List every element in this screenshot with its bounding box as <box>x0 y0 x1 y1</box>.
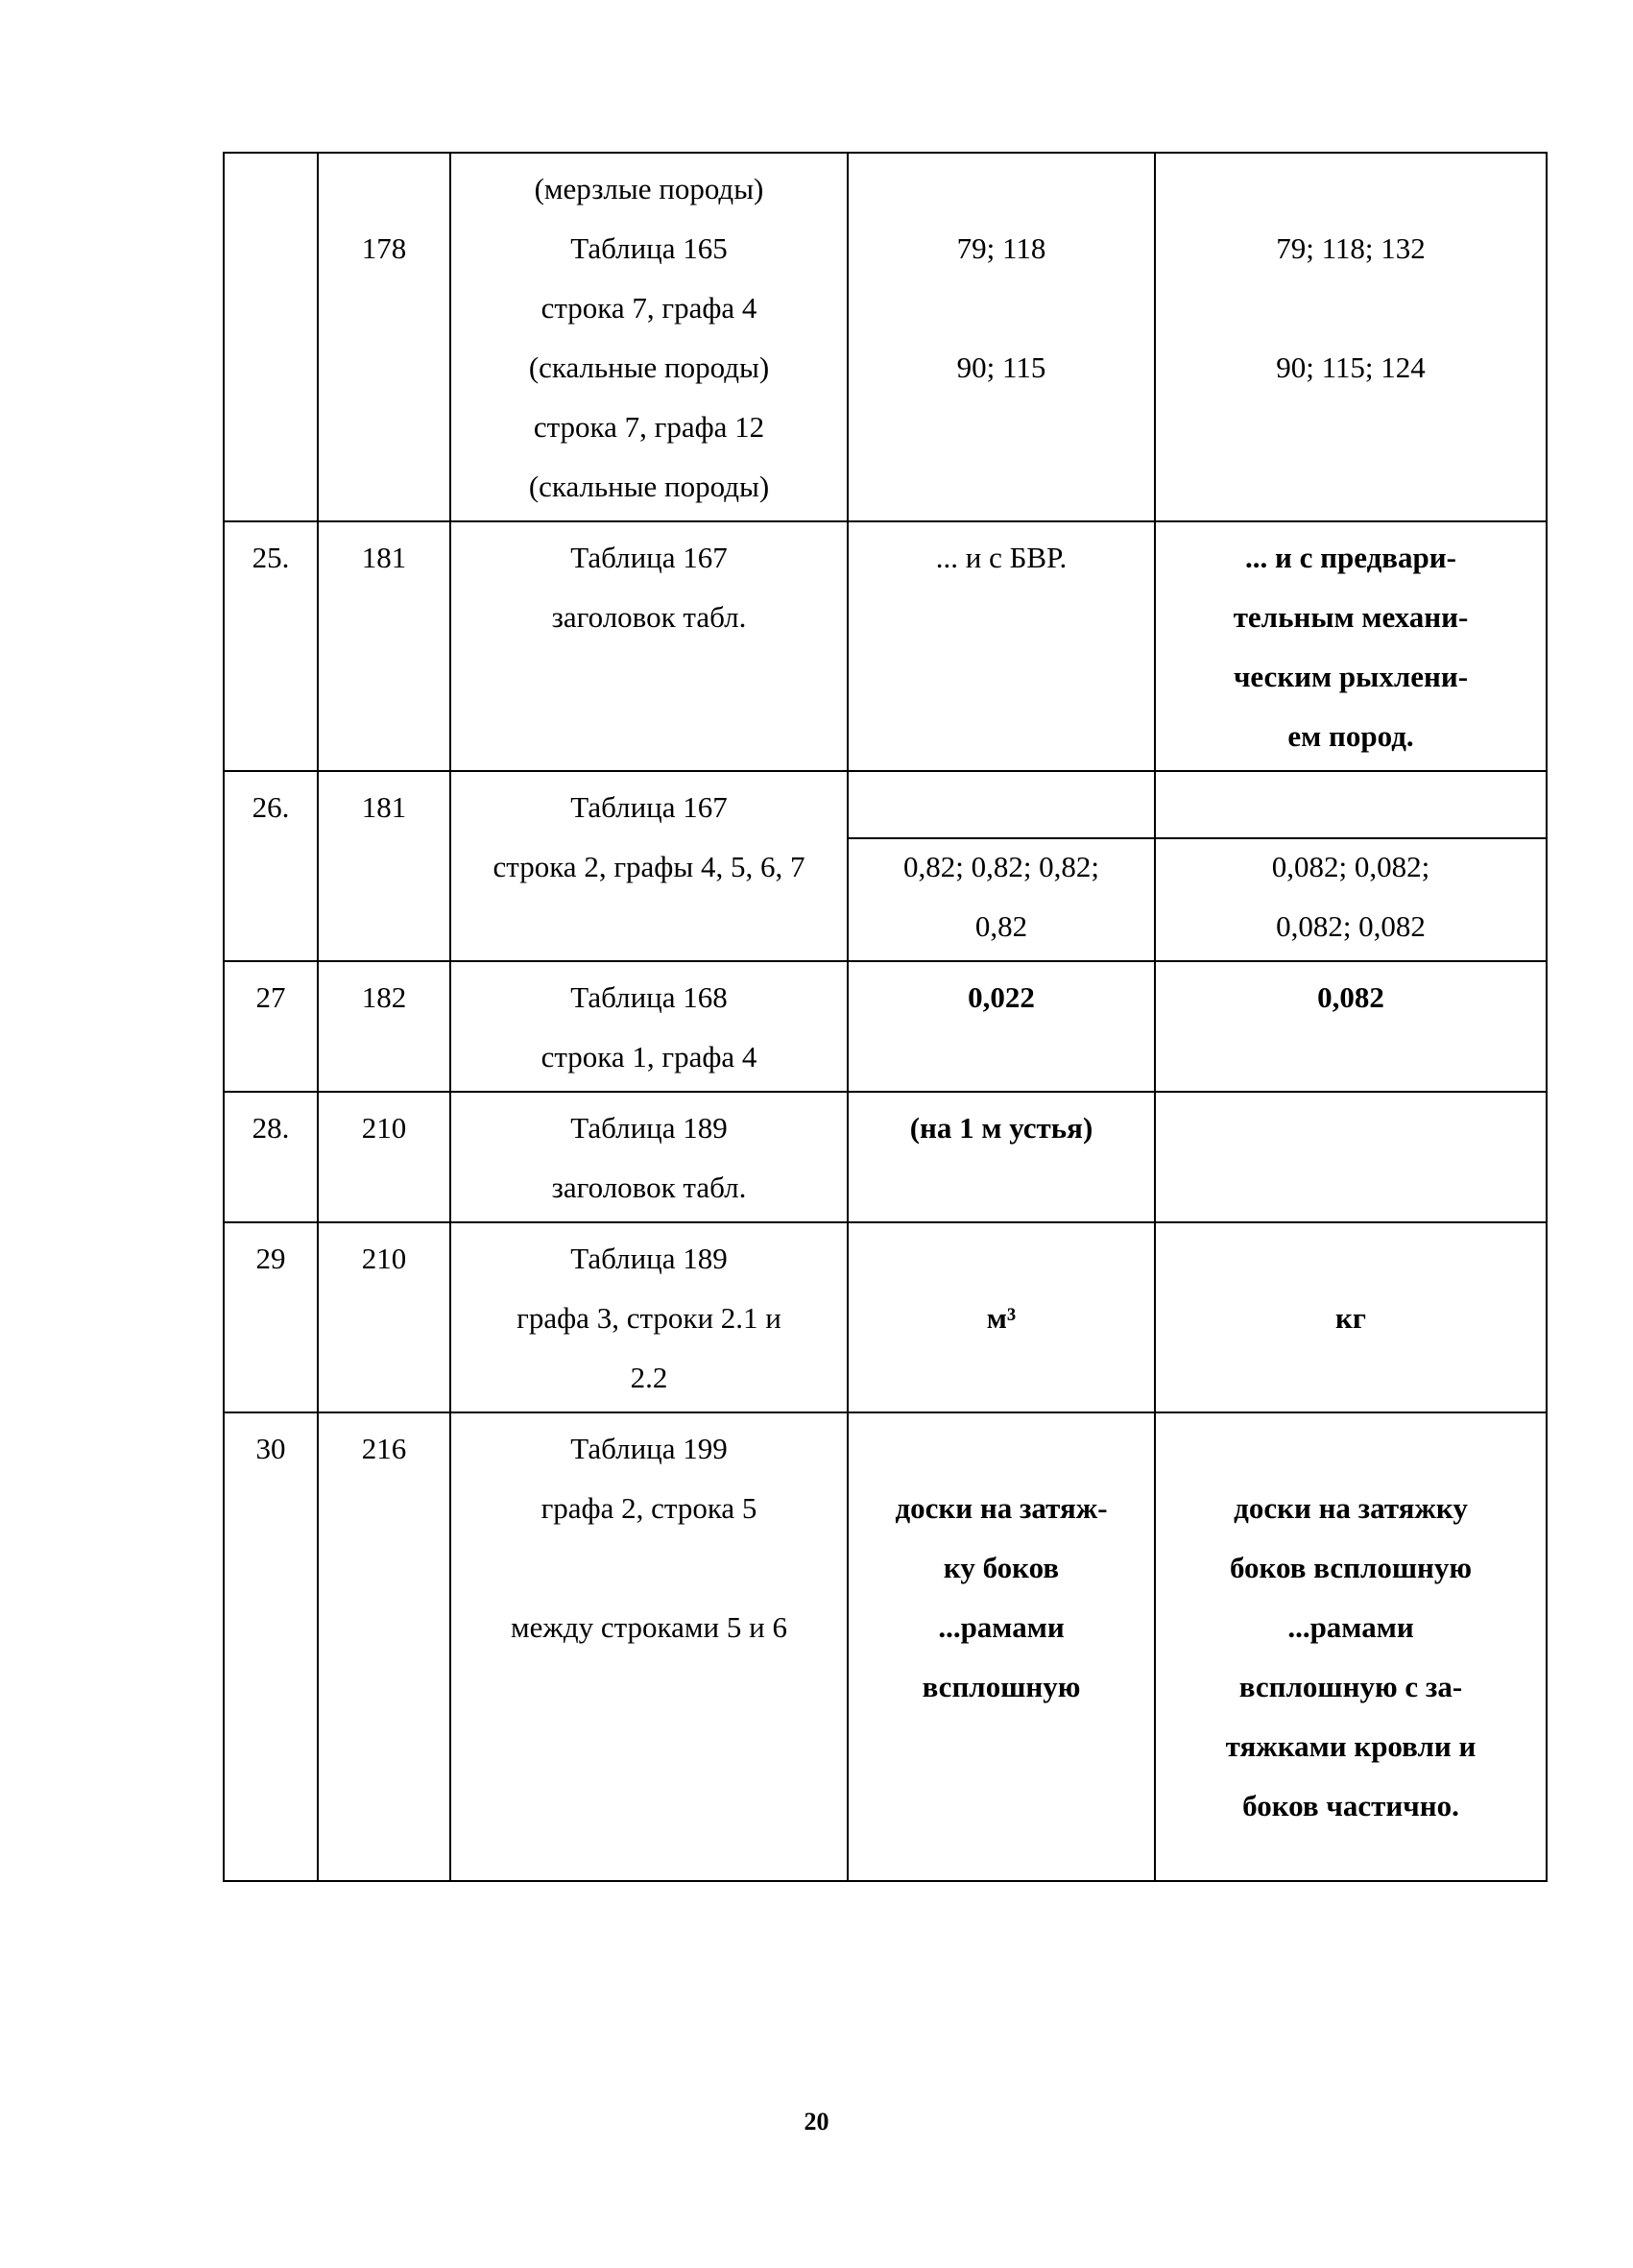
cell-line: 2.2 <box>630 1361 668 1394</box>
cell-line: тельным механи- <box>1233 600 1469 634</box>
cell-line: доски на затяжку <box>1234 1491 1468 1525</box>
cell-line: боков частично. <box>1242 1789 1459 1822</box>
cell-line: доски на затяж- <box>895 1491 1108 1525</box>
cell-line: 0,082; 0,082 <box>1276 909 1426 943</box>
table-row <box>224 1222 1547 1412</box>
table-cell <box>1155 1222 1547 1412</box>
cell-line: строка 1, графа 4 <box>540 1040 757 1074</box>
cell-line: (скальные породы) <box>528 470 770 503</box>
table-cell <box>1155 521 1547 771</box>
cell-line: 79; 118 <box>956 231 1046 265</box>
table-cell <box>224 771 318 961</box>
cell-line: ...рамами <box>938 1610 1065 1644</box>
cell-line: заголовок табл. <box>551 1170 747 1204</box>
table-row <box>224 153 1547 521</box>
cell-line: 90; 115; 124 <box>1276 350 1426 384</box>
table-cell <box>848 1092 1155 1222</box>
errata-table <box>223 152 1548 1882</box>
cell-line: всплошную с за- <box>1238 1670 1463 1703</box>
cell-line: 29 <box>255 1242 286 1275</box>
cell-line: (скальные породы) <box>528 350 770 384</box>
cell-line: (на 1 м устья) <box>909 1111 1093 1145</box>
table-cell <box>224 1222 318 1412</box>
cell-line: Таблица 168 <box>570 980 728 1014</box>
cell-line <box>853 1229 1150 1289</box>
cell-line: 28. <box>252 1111 290 1145</box>
table-cell <box>450 961 848 1092</box>
page-number: 20 <box>804 2108 829 2135</box>
table-cell <box>1155 961 1547 1092</box>
table-cell <box>848 153 1155 521</box>
cell-line: Таблица 189 <box>570 1111 728 1145</box>
cell-line: (мерзлые породы) <box>534 172 764 205</box>
cell-line: 25. <box>252 541 290 574</box>
table-cell <box>224 1092 318 1222</box>
cell-line: заголовок табл. <box>551 600 747 634</box>
table-cell <box>848 771 1155 961</box>
cell-line: 182 <box>361 980 407 1014</box>
cell-line <box>1160 1229 1542 1289</box>
cell-line <box>455 1538 843 1598</box>
cell-line: ческим рыхлени- <box>1233 660 1469 693</box>
cell-line <box>228 159 313 219</box>
cell-line: графа 3, строки 2.1 и <box>516 1301 781 1335</box>
cell-line: строка 7, графа 4 <box>540 291 757 325</box>
cell-line: 178 <box>361 231 407 265</box>
cell-line: 216 <box>361 1432 407 1465</box>
cell-line <box>1160 278 1542 338</box>
cell-line <box>853 278 1150 338</box>
cell-line <box>853 778 1150 837</box>
cell-line: 210 <box>361 1242 407 1275</box>
table-cell <box>318 771 450 961</box>
table-cell <box>450 1222 848 1412</box>
cell-line <box>1160 159 1542 219</box>
cell-line <box>323 159 445 219</box>
cell-line: 0,082 <box>1317 980 1384 1014</box>
table-cell <box>450 771 848 961</box>
table-cell <box>848 961 1155 1092</box>
cell-line: Таблица 167 <box>570 541 728 574</box>
cell-line: Таблица 167 <box>570 790 728 824</box>
cell-line: Таблица 189 <box>570 1242 728 1275</box>
cell-line: 210 <box>361 1111 407 1145</box>
cell-line: 0,082; 0,082; <box>1271 850 1430 883</box>
table-cell <box>224 153 318 521</box>
table-cell <box>450 521 848 771</box>
table-cell <box>1155 771 1547 961</box>
table-cell <box>318 153 450 521</box>
table-row <box>224 771 1547 961</box>
table-cell <box>318 1092 450 1222</box>
cell-line: 27 <box>255 980 286 1014</box>
table-cell <box>318 521 450 771</box>
cell-line: 26. <box>252 790 290 824</box>
table-cell <box>450 1412 848 1881</box>
cell-line: м³ <box>986 1301 1017 1335</box>
cell-line: Таблица 199 <box>570 1432 728 1465</box>
cell-line: графа 2, строка 5 <box>540 1491 757 1525</box>
table-cell <box>450 1092 848 1222</box>
cell-line: ...рамами <box>1287 1610 1414 1644</box>
cell-line: ем пород. <box>1287 719 1414 753</box>
table-cell <box>848 1222 1155 1412</box>
table-row <box>224 961 1547 1092</box>
cell-line <box>853 1419 1150 1479</box>
cell-line: ку боков <box>943 1551 1060 1584</box>
cell-line: тяжками кровли и <box>1225 1729 1477 1763</box>
table-cell <box>318 1222 450 1412</box>
errata-table-body <box>224 153 1547 1881</box>
table-row <box>224 521 1547 771</box>
cell-line: боков всплошную <box>1229 1551 1473 1584</box>
cell-line: 181 <box>361 790 407 824</box>
table-cell <box>1155 1092 1547 1222</box>
cell-line: кг <box>1335 1301 1366 1335</box>
cell-line <box>853 159 1150 219</box>
table-cell <box>224 521 318 771</box>
cell-line: строка 7, графа 12 <box>533 410 765 444</box>
cell-line: ... и с БВР. <box>935 541 1068 574</box>
table-row <box>224 1412 1547 1881</box>
cell-line <box>1160 778 1542 837</box>
table-cell <box>848 1412 1155 1881</box>
cell-line: 90; 115 <box>956 350 1046 384</box>
cell-line: между строками 5 и 6 <box>511 1610 787 1644</box>
cell-line <box>1160 1419 1542 1479</box>
table-cell <box>318 1412 450 1881</box>
cell-line: строка 2, графы 4, 5, 6, 7 <box>492 850 805 883</box>
table-cell <box>1155 1412 1547 1881</box>
table-cell <box>848 521 1155 771</box>
cell-line: 30 <box>255 1432 286 1465</box>
cell-line: Таблица 165 <box>570 231 728 265</box>
cell-line: 79; 118; 132 <box>1276 231 1426 265</box>
cell-line <box>1160 1098 1542 1158</box>
table-cell <box>224 1412 318 1881</box>
table-cell <box>450 153 848 521</box>
cell-line: 0,82; 0,82; 0,82; <box>902 850 1100 883</box>
cell-line: всплошную <box>922 1670 1081 1703</box>
cell-line: ... и с предвари- <box>1245 541 1456 574</box>
table-row <box>224 1092 1547 1222</box>
cell-line: 181 <box>361 541 407 574</box>
cell-line: 0,022 <box>968 980 1035 1014</box>
cell-line: 0,82 <box>974 909 1028 943</box>
table-cell <box>318 961 450 1092</box>
table-cell <box>224 961 318 1092</box>
table-cell <box>1155 153 1547 521</box>
